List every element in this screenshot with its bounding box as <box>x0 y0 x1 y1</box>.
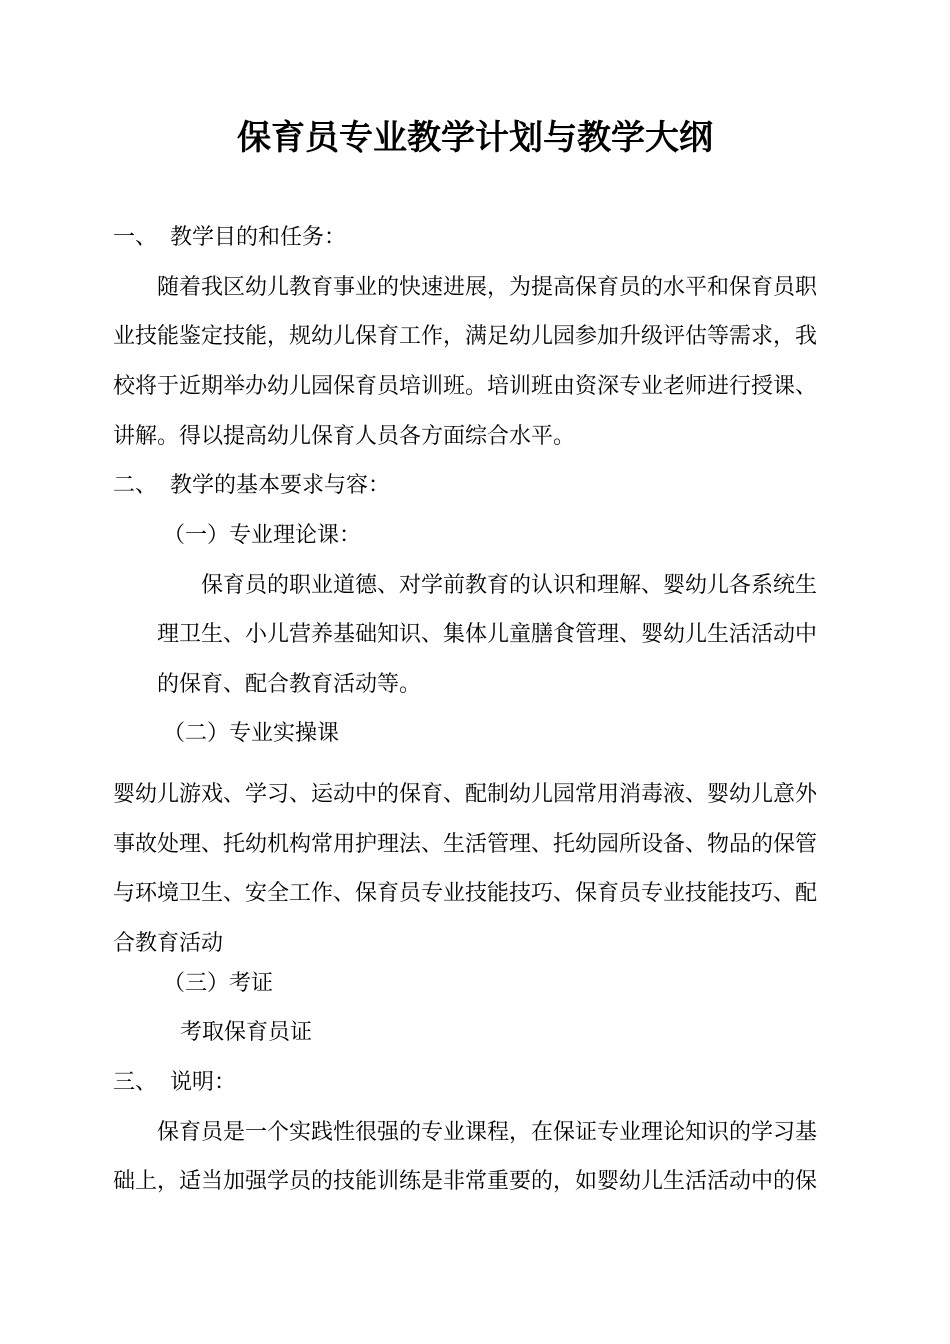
section-1-paragraph-line: 校将于近期举办幼儿园保育员培训班。培训班由资深专业老师进行授课、 <box>113 374 818 399</box>
subsection-1-heading: （一）专业理论课： <box>163 523 362 548</box>
subsection-1-line: 的保育、配合教育活动等。 <box>157 672 422 697</box>
section-3-paragraph-line: 础上，适当加强学员的技能训练是非常重要的，如婴幼儿生活活动中的保 <box>113 1169 818 1194</box>
subsection-3-heading: （三）考证 <box>163 971 274 996</box>
section-1-paragraph-line: 业技能鉴定技能，规幼儿保育工作，满足幼儿园参加升级评估等需求，我 <box>113 324 818 349</box>
section-3-number: 三、 <box>113 1070 158 1095</box>
subsection-1-line: 保育员的职业道德、对学前教育的认识和理解、婴幼儿各系统生 <box>201 573 818 598</box>
section-1-number: 一、 <box>113 225 158 250</box>
section-1-paragraph-line: 讲解。得以提高幼儿保育人员各方面综合水平。 <box>113 424 576 449</box>
subsection-3-line: 考取保育员证 <box>180 1020 313 1045</box>
section-1-paragraph-line: 随着我区幼儿教育事业的快速进展，为提高保育员的水平和保育员职 <box>157 275 818 300</box>
subsection-2-line: 与环境卫生、安全工作、保育员专业技能技巧、保育员专业技能技巧、配 <box>113 881 818 906</box>
subsection-1-line: 理卫生、小儿营养基础知识、集体儿童膳食管理、婴幼儿生活活动中 <box>157 622 818 647</box>
section-1-heading: 教学目的和任务： <box>170 225 347 250</box>
section-2-number: 二、 <box>113 473 158 498</box>
subsection-2-line: 合教育活动 <box>113 931 224 956</box>
section-2-heading: 教学的基本要求与容： <box>170 473 391 498</box>
subsection-2-heading: （二）专业实操课 <box>163 721 340 746</box>
subsection-2-line: 婴幼儿游戏、学习、运动中的保育、配制幼儿园常用消毒液、婴幼儿意外 <box>113 782 818 807</box>
section-3-heading: 说明： <box>170 1070 237 1095</box>
document-title: 保育员专业教学计划与教学大纲 <box>237 118 713 158</box>
subsection-2-line: 事故处理、托幼机构常用护理法、生活管理、托幼园所设备、物品的保管 <box>113 832 818 857</box>
section-3-paragraph-line: 保育员是一个实践性很强的专业课程，在保证专业理论知识的学习基 <box>157 1120 818 1145</box>
